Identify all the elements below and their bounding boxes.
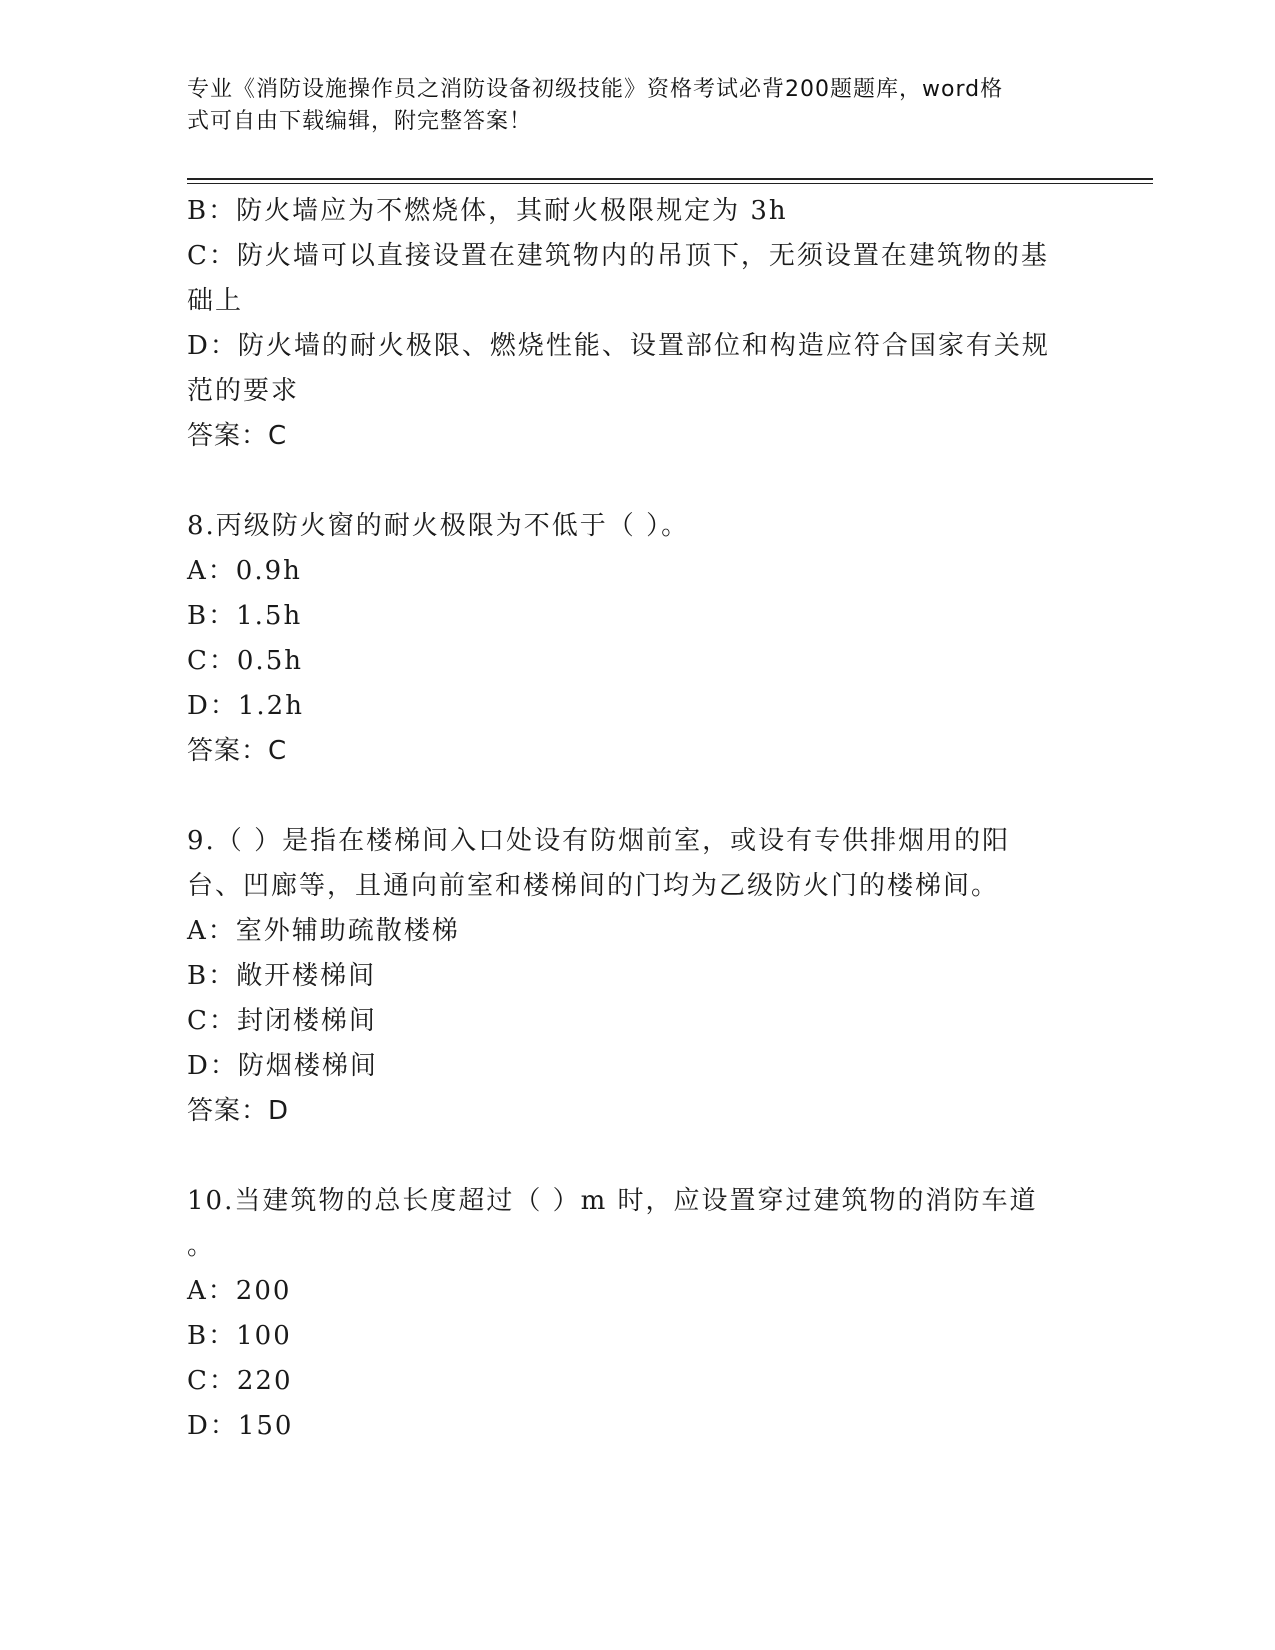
option-b: B：100 bbox=[187, 1321, 292, 1351]
question-stem: 8.丙级防火窗的耐火极限为不低于（ ）。 bbox=[187, 511, 690, 541]
answer: 答案：D bbox=[187, 1096, 290, 1126]
option-c-line-1: C：防火墙可以直接设置在建筑物内的吊顶下，无须设置在建筑物的基 bbox=[187, 241, 1049, 271]
option-d: D：150 bbox=[187, 1411, 294, 1441]
option-c: C：0.5h bbox=[187, 646, 303, 676]
question-stem-line-2: 。 bbox=[187, 1231, 216, 1261]
spacer bbox=[187, 774, 1067, 819]
spacer bbox=[187, 1134, 1067, 1179]
option-c-line-2: 础上 bbox=[187, 286, 244, 316]
header-line-2: 式可自由下载编辑，附完整答案！ bbox=[187, 109, 533, 134]
option-d-line-1: D：防火墙的耐火极限、燃烧性能、设置部位和构造应符合国家有关规 bbox=[187, 331, 1050, 361]
header-divider bbox=[187, 178, 1153, 184]
option-a: A：0.9h bbox=[187, 556, 302, 586]
option-b: B：1.5h bbox=[187, 601, 303, 631]
option-a: A：200 bbox=[187, 1276, 292, 1306]
question-9 bbox=[187, 819, 1067, 1134]
question-stem-line-2: 台、凹廊等，且通向前室和楼梯间的门均为乙级防火门的楼梯间。 bbox=[187, 871, 1000, 901]
option-b: B：防火墙应为不燃烧体，其耐火极限规定为 3h bbox=[187, 196, 788, 226]
option-c: C：封闭楼梯间 bbox=[187, 1006, 377, 1036]
option-b: B：敞开楼梯间 bbox=[187, 961, 377, 991]
document-header bbox=[187, 74, 1067, 138]
question-stem-line-1: 10.当建筑物的总长度超过（ ）m 时，应设置穿过建筑物的消防车道 bbox=[187, 1186, 1038, 1216]
option-d-line-2: 范的要求 bbox=[187, 376, 300, 406]
question-stem-line-1: 9.（ ）是指在楼梯间入口处设有防烟前室，或设有专供排烟用的阳 bbox=[187, 826, 1011, 856]
spacer bbox=[187, 459, 1067, 504]
answer: 答案：C bbox=[187, 421, 288, 451]
option-d: D：1.2h bbox=[187, 691, 304, 721]
question-10 bbox=[187, 1179, 1067, 1449]
question-8 bbox=[187, 504, 1067, 774]
option-c: C：220 bbox=[187, 1366, 293, 1396]
answer: 答案：C bbox=[187, 736, 288, 766]
option-a: A：室外辅助疏散楼梯 bbox=[187, 916, 460, 946]
question-list bbox=[187, 189, 1067, 1449]
header-line-1: 专业《消防设施操作员之消防设备初级技能》资格考试必背200题题库，word格 bbox=[187, 77, 1004, 102]
question-7-continued bbox=[187, 189, 1067, 459]
option-d: D：防烟楼梯间 bbox=[187, 1051, 378, 1081]
